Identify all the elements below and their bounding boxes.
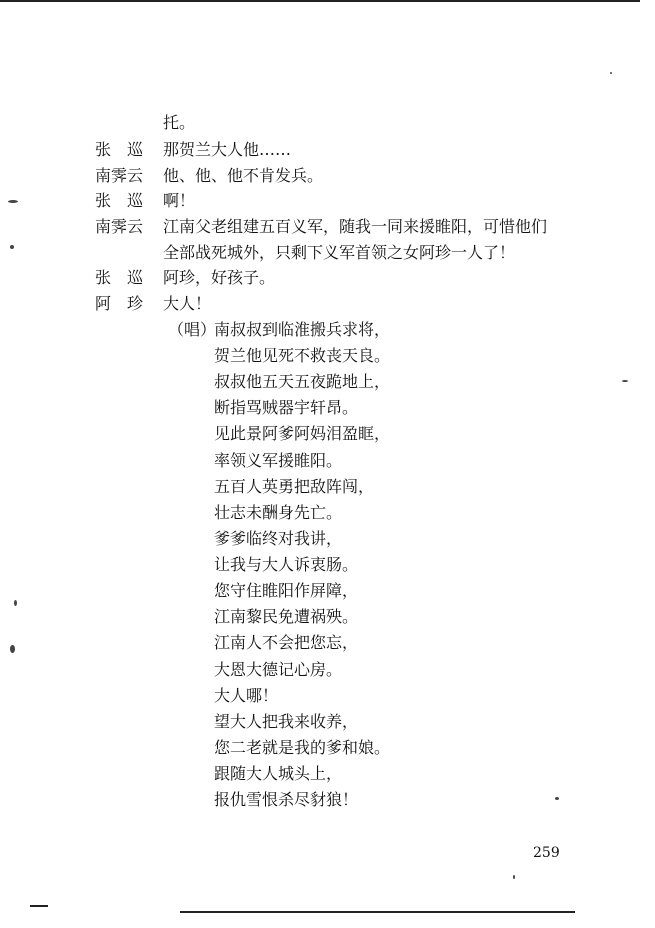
bottom-rule: [180, 911, 575, 913]
song-line: 断指骂贼器宇轩昂。: [214, 398, 359, 417]
song-line: 率领义军援睢阳。: [214, 451, 343, 470]
song-line: 叔叔他五天五夜跪地上，: [214, 372, 391, 391]
scan-speck: [10, 645, 15, 653]
scan-speck: [610, 72, 612, 74]
dialogue-text: 啊！: [163, 191, 196, 210]
song-line: 壮志未酬身先亡。: [214, 503, 343, 522]
sing-marker: （唱）: [168, 320, 217, 339]
speaker-label: 张 巡: [95, 140, 144, 159]
scan-speck: [10, 245, 14, 249]
song-line: 跟随大人城头上，: [214, 764, 343, 783]
song-line: 您二老就是我的爹和娘。: [214, 738, 391, 757]
scan-speck: [14, 600, 17, 606]
song-line: 南叔叔到临淮搬兵求将，: [214, 320, 391, 339]
dialogue-text: 那贺兰大人他……: [163, 140, 292, 159]
dialogue-text: 大人！: [163, 294, 212, 313]
song-line: 江南人不会把您忘，: [214, 633, 359, 652]
song-line: 爹爹临终对我讲，: [214, 529, 343, 548]
song-line: 您守住睢阳作屏障，: [214, 581, 359, 600]
song-line: 五百人英勇把敌阵闯，: [214, 477, 375, 496]
speaker-label: 阿 珍: [95, 294, 144, 313]
dialogue-text: 江南父老组建五百义军，随我一同来援睢阳，可惜他们: [163, 217, 548, 236]
song-line: 望大人把我来收养，: [214, 712, 359, 731]
scan-speck: [8, 200, 18, 203]
song-line: 大恩大德记心房。: [214, 660, 343, 679]
dialogue-text: 他、他、他不肯发兵。: [163, 166, 324, 185]
speaker-label: 南霁云: [95, 217, 144, 236]
song-line: 贺兰他见死不救丧天良。: [214, 346, 391, 365]
song-line: 江南黎民免遭祸殃。: [214, 607, 359, 626]
top-rule: [0, 0, 640, 2]
scan-speck: [555, 797, 559, 800]
speaker-label: 南霁云: [95, 166, 144, 185]
song-line: 大人哪！: [214, 686, 279, 705]
page-number: 259: [533, 845, 560, 861]
margin-mark: [30, 905, 48, 907]
song-line: 让我与大人诉衷肠。: [214, 555, 359, 574]
dialogue-text-continued: 全部战死城外，只剩下义军首领之女阿珍一人了！: [163, 243, 516, 262]
song-line: 报仇雪恨杀尽豺狼！: [214, 790, 359, 809]
dialogue-text: 阿珍，好孩子。: [163, 268, 276, 287]
scan-speck: [513, 875, 515, 879]
continuation-text: 托。: [163, 113, 196, 132]
scan-speck: [622, 380, 628, 382]
song-line: 见此景阿爹阿妈泪盈眶，: [214, 424, 391, 443]
speaker-label: 张 巡: [95, 268, 144, 287]
speaker-label: 张 巡: [95, 191, 144, 210]
